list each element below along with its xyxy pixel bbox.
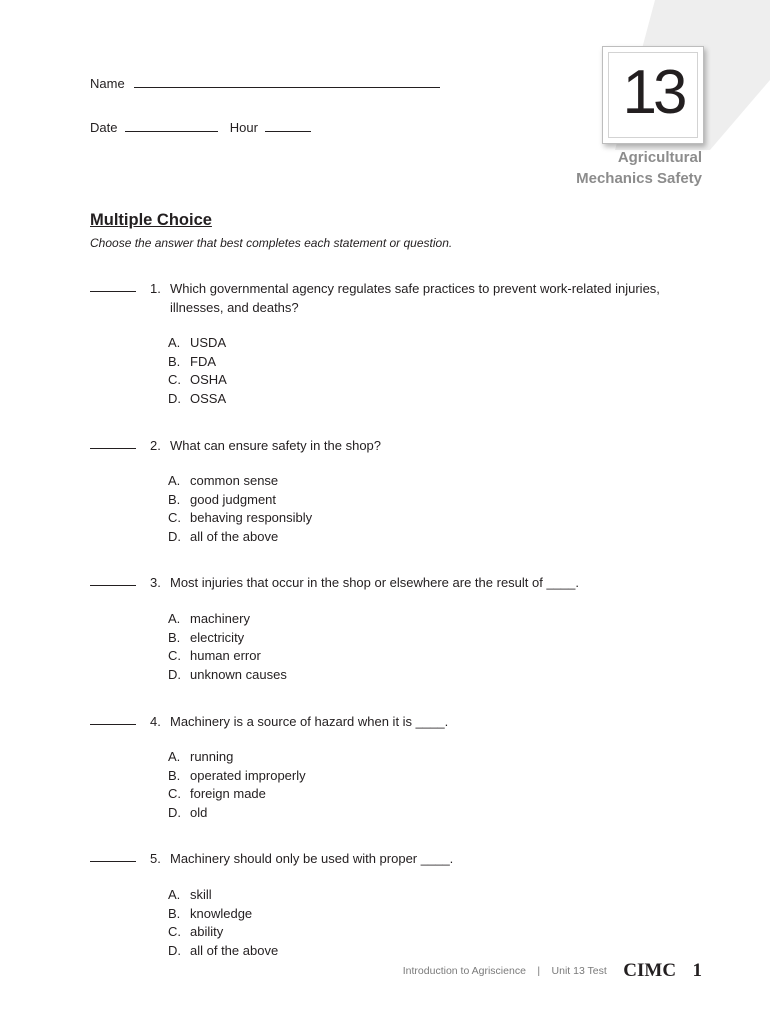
date-blank[interactable] bbox=[125, 121, 218, 132]
answer-blank[interactable] bbox=[90, 724, 136, 725]
choice-letter: B. bbox=[168, 767, 181, 783]
question-number: 1. bbox=[150, 281, 161, 296]
date-label: Date bbox=[90, 120, 118, 135]
choice-item bbox=[168, 666, 287, 685]
choice-letter: A. bbox=[168, 611, 181, 626]
choice-text: OSHA bbox=[190, 372, 227, 388]
choice-item bbox=[168, 923, 278, 942]
question-text: Machinery is a source of hazard when it is ____. bbox=[170, 714, 449, 729]
choice-text: common sense bbox=[190, 473, 279, 488]
date-hour-row bbox=[90, 120, 311, 135]
choice-text: human error bbox=[190, 648, 261, 664]
brand-logo: CIMC bbox=[623, 960, 677, 981]
choice-item bbox=[168, 528, 312, 547]
choice-item bbox=[168, 371, 227, 390]
choice-text: knowledge bbox=[190, 905, 253, 921]
choice-list bbox=[168, 886, 278, 961]
choice-letter: C. bbox=[168, 510, 181, 526]
choice-item bbox=[168, 647, 287, 666]
footer-unit: Unit 13 Test bbox=[551, 965, 607, 977]
page-number: 1 bbox=[692, 960, 702, 981]
choice-letter: D. bbox=[168, 943, 181, 959]
footer-course: Introduction to Agriscience bbox=[402, 965, 526, 977]
choice-text: skill bbox=[190, 887, 212, 902]
choice-text: ability bbox=[190, 924, 224, 940]
answer-blank[interactable] bbox=[90, 861, 136, 862]
choice-item bbox=[168, 334, 227, 353]
answer-blank[interactable] bbox=[90, 585, 136, 586]
section-instructions: Choose the answer that best completes each statement or question. bbox=[90, 236, 453, 250]
choice-letter: D. bbox=[168, 667, 181, 683]
unit-title-line2: Mechanics Safety bbox=[576, 170, 702, 187]
choice-item bbox=[168, 491, 312, 510]
choice-text: OSSA bbox=[190, 391, 227, 407]
choice-list bbox=[168, 610, 287, 685]
choice-text: electricity bbox=[190, 629, 245, 645]
hour-blank[interactable] bbox=[265, 121, 311, 132]
choice-item bbox=[168, 767, 306, 786]
choice-text: all of the above bbox=[190, 943, 279, 959]
choice-item bbox=[168, 353, 227, 372]
name-blank[interactable] bbox=[134, 77, 440, 88]
choice-text: machinery bbox=[190, 611, 250, 626]
choice-letter: B. bbox=[168, 491, 181, 507]
choice-text: unknown causes bbox=[190, 667, 287, 683]
hour-label: Hour bbox=[229, 120, 258, 135]
choice-list bbox=[168, 334, 227, 409]
page-footer bbox=[403, 960, 702, 982]
choice-list bbox=[168, 748, 306, 823]
choice-item bbox=[168, 804, 306, 823]
choice-letter: A. bbox=[168, 473, 181, 488]
name-field-row bbox=[90, 76, 440, 91]
choice-letter: C. bbox=[168, 372, 181, 388]
choice-text: running bbox=[190, 749, 234, 764]
choice-item bbox=[168, 509, 312, 528]
choice-item bbox=[168, 610, 287, 629]
choice-letter: B. bbox=[168, 905, 181, 921]
choice-letter: D. bbox=[168, 391, 181, 407]
choice-letter: A. bbox=[168, 749, 181, 764]
choice-item bbox=[168, 785, 306, 804]
question-text: What can ensure safety in the shop? bbox=[170, 438, 382, 453]
unit-title-line1: Agricultural bbox=[617, 149, 702, 166]
choice-item bbox=[168, 390, 227, 409]
choice-item bbox=[168, 942, 278, 961]
question-number: 2. bbox=[150, 438, 161, 453]
unit-number-box bbox=[602, 46, 704, 144]
question-text: Which governmental agency regulates safe practices to prevent work-related injuries, illnesses, and deaths? bbox=[170, 281, 660, 315]
question-text: Machinery should only be used with proper ____. bbox=[170, 851, 454, 866]
answer-blank[interactable] bbox=[90, 291, 136, 292]
section-title: Multiple Choice bbox=[90, 211, 212, 229]
choice-letter: C. bbox=[168, 786, 181, 802]
choice-item bbox=[168, 886, 278, 905]
question-number: 4. bbox=[150, 714, 161, 729]
choice-text: USDA bbox=[190, 335, 227, 350]
choice-text: foreign made bbox=[190, 786, 266, 802]
choice-text: behaving responsibly bbox=[190, 510, 313, 526]
choice-letter: C. bbox=[168, 924, 181, 940]
choice-item bbox=[168, 905, 278, 924]
choice-letter: B. bbox=[168, 353, 181, 369]
choice-letter: C. bbox=[168, 648, 181, 664]
choice-text: operated improperly bbox=[190, 767, 306, 783]
choice-list bbox=[168, 472, 312, 547]
choice-text: good judgment bbox=[190, 491, 277, 507]
choice-letter: A. bbox=[168, 887, 181, 902]
choice-letter: D. bbox=[168, 805, 181, 821]
footer-separator: | bbox=[537, 965, 541, 977]
question-text: Most injuries that occur in the shop or elsewhere are the result of ____. bbox=[170, 575, 579, 590]
choice-item bbox=[168, 629, 287, 648]
question-number: 5. bbox=[150, 851, 161, 866]
answer-blank[interactable] bbox=[90, 448, 136, 449]
choice-item bbox=[168, 472, 312, 491]
choice-letter: B. bbox=[168, 629, 181, 645]
choice-text: all of the above bbox=[190, 529, 279, 545]
choice-item bbox=[168, 748, 306, 767]
unit-number: 13 bbox=[622, 58, 684, 127]
unit-title bbox=[576, 147, 702, 189]
choice-text: old bbox=[190, 805, 208, 821]
name-label: Name bbox=[90, 76, 125, 91]
choice-text: FDA bbox=[190, 353, 216, 369]
choice-letter: A. bbox=[168, 335, 181, 350]
choice-letter: D. bbox=[168, 529, 181, 545]
question-number: 3. bbox=[150, 575, 161, 590]
